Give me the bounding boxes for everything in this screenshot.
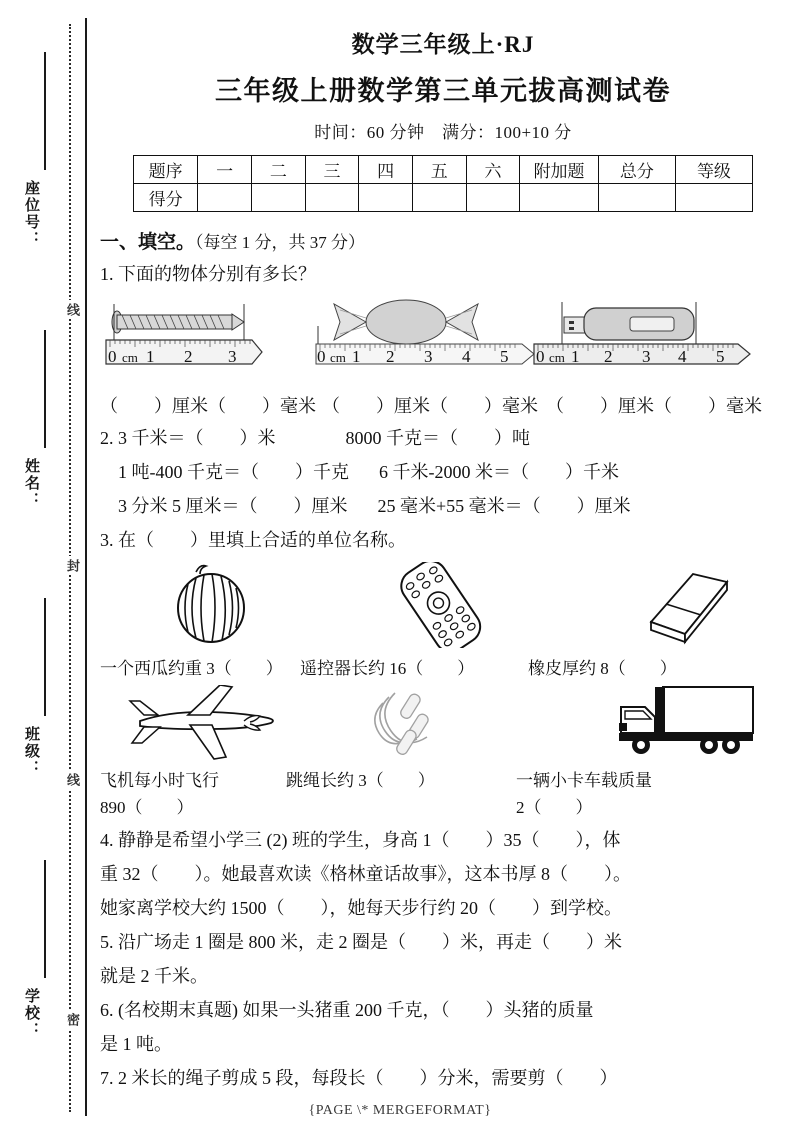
seal-char-xian-2: 线 [62,770,81,789]
question-6-line-1[interactable]: 6. (名校期末真题) 如果一头猪重 200 千克，（ ）头猪的质量 [100,1000,594,1021]
svg-text:cm: cm [330,350,346,365]
score-cell-2[interactable] [251,184,305,212]
score-col-1: 一 [198,156,252,184]
question-1-answers [100,392,800,418]
seal-char-xian-1: 线 [62,300,81,319]
question-6-line-2: 是 1 吨。 [100,1034,172,1055]
section-1-name: 填空。 [138,231,196,253]
svg-text:2: 2 [184,347,193,366]
score-col-3: 三 [305,156,359,184]
score-cell-grade[interactable] [675,184,752,212]
q3-caption-truck-2[interactable]: 2（ ） [516,797,593,817]
table-row-scores [134,184,753,212]
score-cell-3[interactable] [305,184,359,212]
question-3-figures-row-2 [86,685,800,767]
tv-remote-icon [386,562,496,648]
figure-tv-remote [386,562,496,648]
score-col-6: 六 [466,156,520,184]
svg-text:4: 4 [462,347,471,366]
q3-caption-truck-1[interactable]: 一辆小卡车载质量 [516,771,652,790]
question-4-line-2[interactable]: 重 32（ ）。她最喜欢读《格林童话故事》，这本书厚 8（ ）。 [100,864,631,885]
student-name-label: 姓名： [23,458,41,509]
subject-text: 数学三年级上· [351,32,505,57]
svg-text:cm: cm [122,350,138,365]
figure-jump-rope [361,687,461,763]
question-5-line-2: 就是 2 千米。 [100,966,208,987]
question-3-captions-row-1 [100,654,800,679]
q2-l2-left[interactable]: 1 吨-400 千克＝（ ）千克 [118,462,349,482]
truck-icon [611,683,761,763]
eraser-icon [631,568,741,646]
section-1-number: 一、 [100,231,139,253]
worksheet-content [86,0,800,1131]
score-table-row-label-0: 题序 [134,156,198,184]
svg-text:1: 1 [571,347,580,366]
q1-answer-b[interactable]: （ ）厘米（ ）毫米 [322,396,538,416]
svg-text:0: 0 [317,347,326,366]
q2-l1-right[interactable]: 8000 千克＝（ ）吨 [345,428,530,448]
q3-caption-watermelon[interactable]: 一个西瓜约重 3（ ） [100,659,283,678]
q3-caption-jumprope[interactable]: 跳绳长约 3（ ） [286,771,435,790]
class-rule [44,598,46,716]
question-3-captions-row-2 [100,769,800,794]
figure-truck [611,683,761,763]
score-cell-6[interactable] [466,184,520,212]
exam-meta: 时间：60 分钟 满分：100+10 分 [314,123,572,142]
seat-number-rule [44,52,46,170]
score-col-4: 四 [359,156,413,184]
q3-caption-airplane-1[interactable]: 飞机每小时飞行 [100,771,219,790]
svg-text:cm: cm [549,350,565,365]
q2-l3-right[interactable]: 25 毫米+55 毫米＝（ ）厘米 [377,496,631,516]
svg-text:3: 3 [424,347,433,366]
svg-text:5: 5 [500,347,509,366]
q3-caption-eraser[interactable]: 橡皮厚约 8（ ） [528,659,677,678]
score-col-grade: 等级 [675,156,752,184]
school-label: 学校： [23,988,41,1039]
section-1-heading [100,227,800,254]
screw-on-ruler-icon [102,296,317,378]
question-1-text: 1. 下面的物体分别有多长？ [100,264,316,284]
seal-char-feng: 封 [62,556,81,575]
school-rule [44,860,46,978]
figure-airplane [128,685,288,765]
svg-text:0: 0 [536,347,545,366]
figure-screw-ruler [102,296,317,378]
question-3-text[interactable]: 3. 在（ ）里填上合适的单位名称。 [100,530,406,550]
question-2-line-1 [100,425,800,452]
seal-char-mi: 密 [62,1010,81,1029]
score-col-5: 五 [412,156,466,184]
score-cell-bonus[interactable] [520,184,599,212]
figure-candy-ruler [314,296,549,378]
score-col-bonus: 附加题 [520,156,599,184]
svg-text:5: 5 [716,347,725,366]
question-1-figures [86,296,800,388]
student-name-rule [44,330,46,448]
q3-caption-remote[interactable]: 遥控器长约 16（ ） [300,659,475,678]
svg-text:4: 4 [678,347,687,366]
q2-l2-right[interactable]: 6 千米-2000 米＝（ ）千米 [379,462,619,482]
q2-l3-left[interactable]: 3 分米 5 厘米＝（ ）厘米 [118,496,348,516]
score-table [133,155,753,212]
watermelon-icon [166,560,256,646]
score-cell-5[interactable] [412,184,466,212]
edition-text: RJ [504,32,535,57]
page-title: 三年级上册数学第三单元拔高测试卷 [215,76,671,107]
svg-text:1: 1 [146,347,155,366]
candy-on-ruler-icon [314,296,549,378]
score-cell-4[interactable] [359,184,413,212]
question-4-line-3[interactable]: 她家离学校大约 1500（ ），她每天步行约 20（ ）到学校。 [100,898,622,919]
question-4-line-1[interactable]: 4. 静静是希望小学三 (2) 班的学生，身高 1（ ）35（ ），体 [100,830,621,851]
class-label: 班级： [23,726,41,777]
q1-answer-c[interactable]: （ ）厘米（ ）毫米 [546,396,762,416]
svg-text:2: 2 [604,347,613,366]
figure-eraser [631,568,741,646]
score-cell-total[interactable] [598,184,675,212]
question-7-line-1[interactable]: 7. 2 米长的绳子剪成 5 段，每段长（ ）分米，需要剪（ ） [100,1068,618,1089]
svg-text:3: 3 [228,347,237,366]
page-footer: {PAGE \* MERGEFORMAT} [308,1103,492,1118]
figure-watermelon [166,560,256,646]
svg-text:0: 0 [108,347,117,366]
question-3-captions-row-2b [100,796,800,821]
score-col-total: 总分 [598,156,675,184]
svg-text:2: 2 [386,347,395,366]
question-2-line-3 [118,493,800,520]
figure-usb-ruler [526,296,761,378]
question-2-line-2 [118,459,800,486]
question-3-figures-row-1 [86,560,800,652]
score-table-row-label-1: 得分 [134,184,198,212]
question-5-line-1[interactable]: 5. 沿广场走 1 圈是 800 米，走 2 圈是（ ）米，再走（ ）米 [100,932,622,953]
q2-l1-left[interactable]: 2. 3 千米＝（ ）米 [100,428,276,448]
jump-rope-icon [361,687,461,763]
svg-text:3: 3 [642,347,651,366]
table-row-header [134,156,753,184]
svg-text:1: 1 [352,347,361,366]
usb-drive-on-ruler-icon [526,296,761,378]
q1-answer-a[interactable]: （ ）厘米（ ）毫米 [100,396,316,416]
subject-line [86,26,800,59]
left-margin-column [0,0,86,1131]
seat-number-label: 座位号： [23,180,41,248]
section-1-points: （每空 1 分，共 37 分） [195,233,366,252]
score-col-2: 二 [251,156,305,184]
airplane-icon [128,685,288,765]
score-cell-1[interactable] [198,184,252,212]
q3-caption-airplane-2[interactable]: 890（ ） [100,797,194,817]
